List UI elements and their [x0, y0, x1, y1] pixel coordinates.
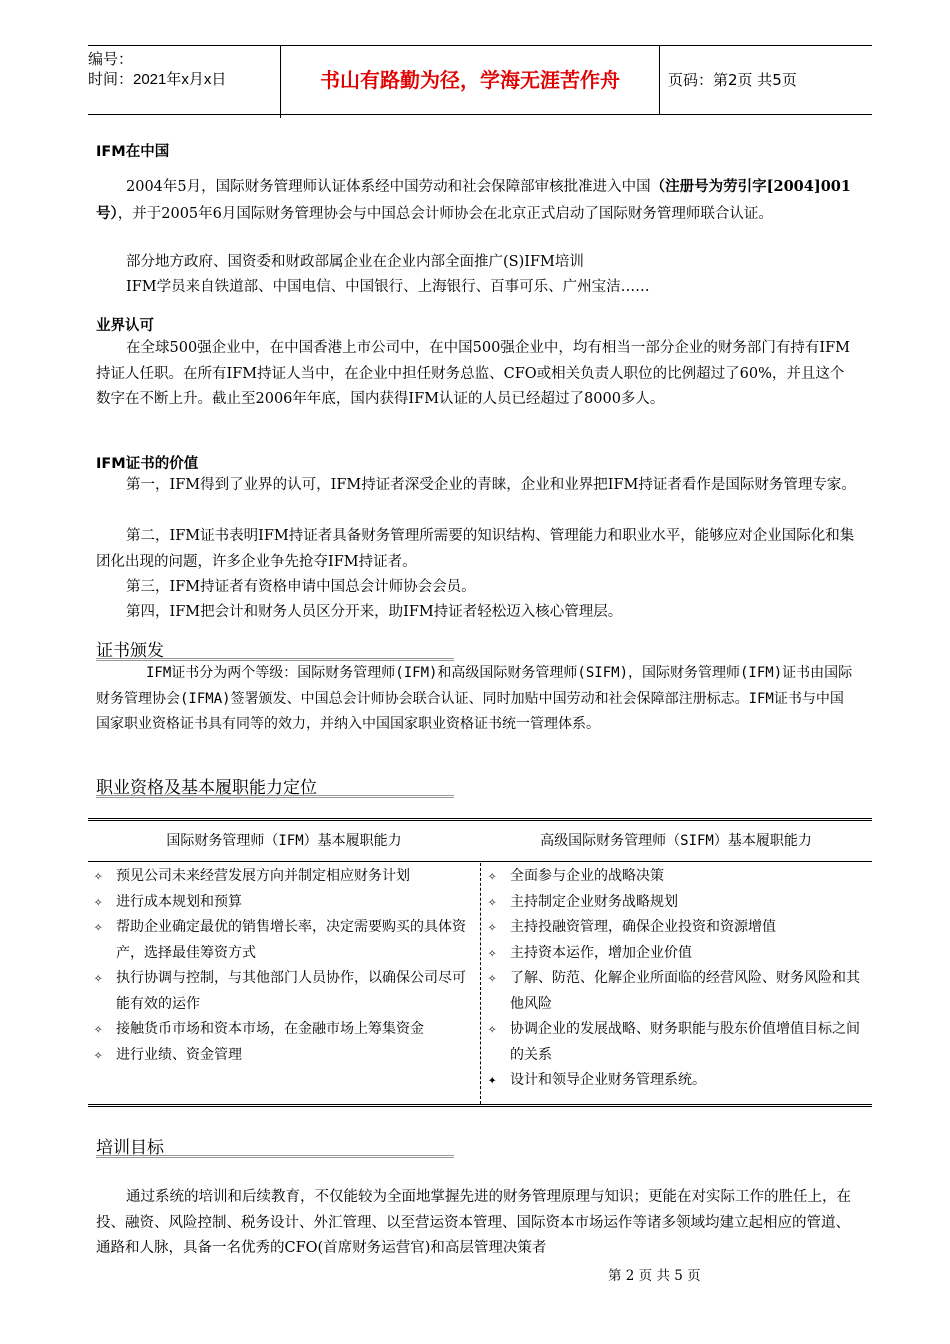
code-label: 编号： [88, 51, 134, 68]
bullet-icon: ✧ [488, 868, 497, 884]
bullet-icon: ✧ [94, 919, 103, 935]
bullet-bold-icon: ✦ [488, 1072, 497, 1088]
table-header-sifm: 高级国际财务管理师（SIFM）基本履职能力 [480, 821, 872, 862]
bullet-icon: ✧ [488, 970, 497, 986]
header-meta [88, 46, 281, 118]
bullet-icon: ✧ [94, 1021, 103, 1037]
section-title-ifm-china: IFM在中国 [96, 144, 170, 160]
paragraph-training: 通过系统的培训和后续教育，不仅能较为全面地掌握先进的财务管理原理与知识；更能在对实际工作的胜任上，在投、融资、风险控制、税务设计、外汇管理、以至营运资本管理、国际资本市场运作等诸多领域均建立起相应的管道、通路和人脉，具备一名优秀的CFO(首席财务运营官)和高层管理决策者 [96, 1189, 851, 1256]
list-item: ✧ 帮助企业确定最优的销售增长率，决定需要购买的具体资产，选择最佳筹资方式 [92, 915, 474, 966]
section-title-recognition: 业界认可 [96, 318, 154, 334]
paragraph-value-4: 第四，IFM把会计和财务人员区分开来，助IFM持证者轻松迈入核心管理层。 [126, 604, 623, 620]
section-title-issue: 证书颁发 [96, 641, 164, 661]
list-item: ✧ 预见公司未来经营发展方向并制定相应财务计划 [92, 864, 474, 890]
list-item: ✧ 进行业绩、资金管理 [92, 1043, 474, 1069]
bullet-icon: ✧ [94, 970, 103, 986]
paragraph-promotion: 部分地方政府、国资委和财政部属企业在企业内部全面推广(S)IFM培训 [126, 254, 584, 270]
sifm-abilities-list [486, 864, 868, 1094]
paragraph-value-1: 第一，IFM得到了业界的认可，IFM持证者深受企业的青睐，企业和业界把IFM持证者看作是国际财务管理专家。 [126, 477, 856, 493]
paragraph-ifm-china: 2004年5月，国际财务管理师认证体系经中国劳动和社会保障部审核批准进入中国（注册号为劳引字[2004]001号），并于2005年6月国际财务管理协会与中国总会计师协会在北京正式启动了国际财务管理师联合认证。 [96, 178, 851, 222]
paragraph-students: IFM学员来自铁道部、中国电信、中国银行、上海银行、百事可乐、广州宝洁…… [126, 279, 650, 295]
list-item: ✧ 协调企业的发展战略、财务职能与股东价值增值目标之间的关系 [486, 1017, 868, 1068]
list-item: ✧ 了解、防范、化解企业所面临的经营风险、财务风险和其他风险 [486, 966, 868, 1017]
section-title-value: IFM证书的价值 [96, 456, 199, 472]
header-page-number: 页码：第2页 共5页 [668, 71, 797, 89]
column-divider [480, 863, 481, 1104]
date-label: 时间：2021年x月x日 [88, 71, 227, 88]
list-item: ✧ 接触货币市场和资本市场，在金融市场上筹集资金 [92, 1017, 474, 1043]
paragraph-issue: IFM证书分为两个等级：国际财务管理师(IFM)和高级国际财务管理师(SIFM)，国际财务管理师(IFM)证书由国际财务管理协会(IFMA)签署颁发、中国总会计师协会联合认证、同时加贴中国劳动和社会保障部注册标志。IFM证书与中国国家职业资格证书具有同等的效力，并纳入中国国家职业资格证书统一管理体系。 [96, 665, 853, 732]
page-header [88, 45, 872, 115]
bullet-icon: ✧ [488, 944, 497, 961]
qualification-table [88, 818, 872, 1107]
title-underline [96, 1155, 454, 1158]
list-item: ✧ 全面参与企业的战略决策 [486, 864, 868, 890]
bullet-icon: ✧ [94, 1046, 103, 1063]
list-item: ✧ 主持投融资管理，确保企业投资和资源增值 [486, 915, 868, 941]
title-underline [96, 795, 454, 798]
paragraph-value-3: 第三，IFM持证者有资格申请中国总会计师协会会员。 [126, 579, 476, 595]
section-title-training: 培训目标 [96, 1138, 164, 1158]
bullet-icon: ✧ [488, 919, 497, 935]
list-item: ✧ 主持制定企业财务战略规划 [486, 890, 868, 916]
header-motto: 书山有路勤为径，学海无涯苦作舟 [281, 46, 660, 114]
ifm-abilities-list [92, 864, 474, 1068]
page-footer: 第 2 页 共 5 页 [608, 1268, 701, 1284]
list-item: ✦ 设计和领导企业财务管理系统。 [486, 1068, 868, 1094]
bullet-icon: ✧ [94, 893, 103, 910]
section-title-qualification: 职业资格及基本履职能力定位 [96, 778, 317, 798]
list-item: ✧ 主持资本运作，增加企业价值 [486, 941, 868, 967]
paragraph-value-2: 第二，IFM证书表明IFM持证者具备财务管理所需要的知识结构、管理能力和职业水平，能够应对企业国际化和集团化出现的问题，许多企业争先抢夺IFM持证者。 [96, 528, 855, 570]
list-item: ✧ 进行成本规划和预算 [92, 890, 474, 916]
paragraph-recognition: 在全球500强企业中，在中国香港上市公司中，在中国500强企业中，均有相当一部分企业的财务部门有持有IFM持证人任职。在所有IFM持证人当中，在企业中担任财务总监、CFO或相关负责人职位的比例超过了60%，并且这个数字在不断上升。截止至2006年年底，国内获得IFM认证的人员已经超过了8000多人。 [96, 340, 850, 407]
bullet-icon: ✧ [488, 1021, 497, 1037]
list-item: ✧ 执行协调与控制，与其他部门人员协作，以确保公司尽可能有效的运作 [92, 966, 474, 1017]
bullet-icon: ✧ [488, 893, 497, 910]
table-header-ifm: 国际财务管理师（IFM）基本履职能力 [88, 821, 480, 862]
bullet-icon: ✧ [94, 868, 103, 884]
